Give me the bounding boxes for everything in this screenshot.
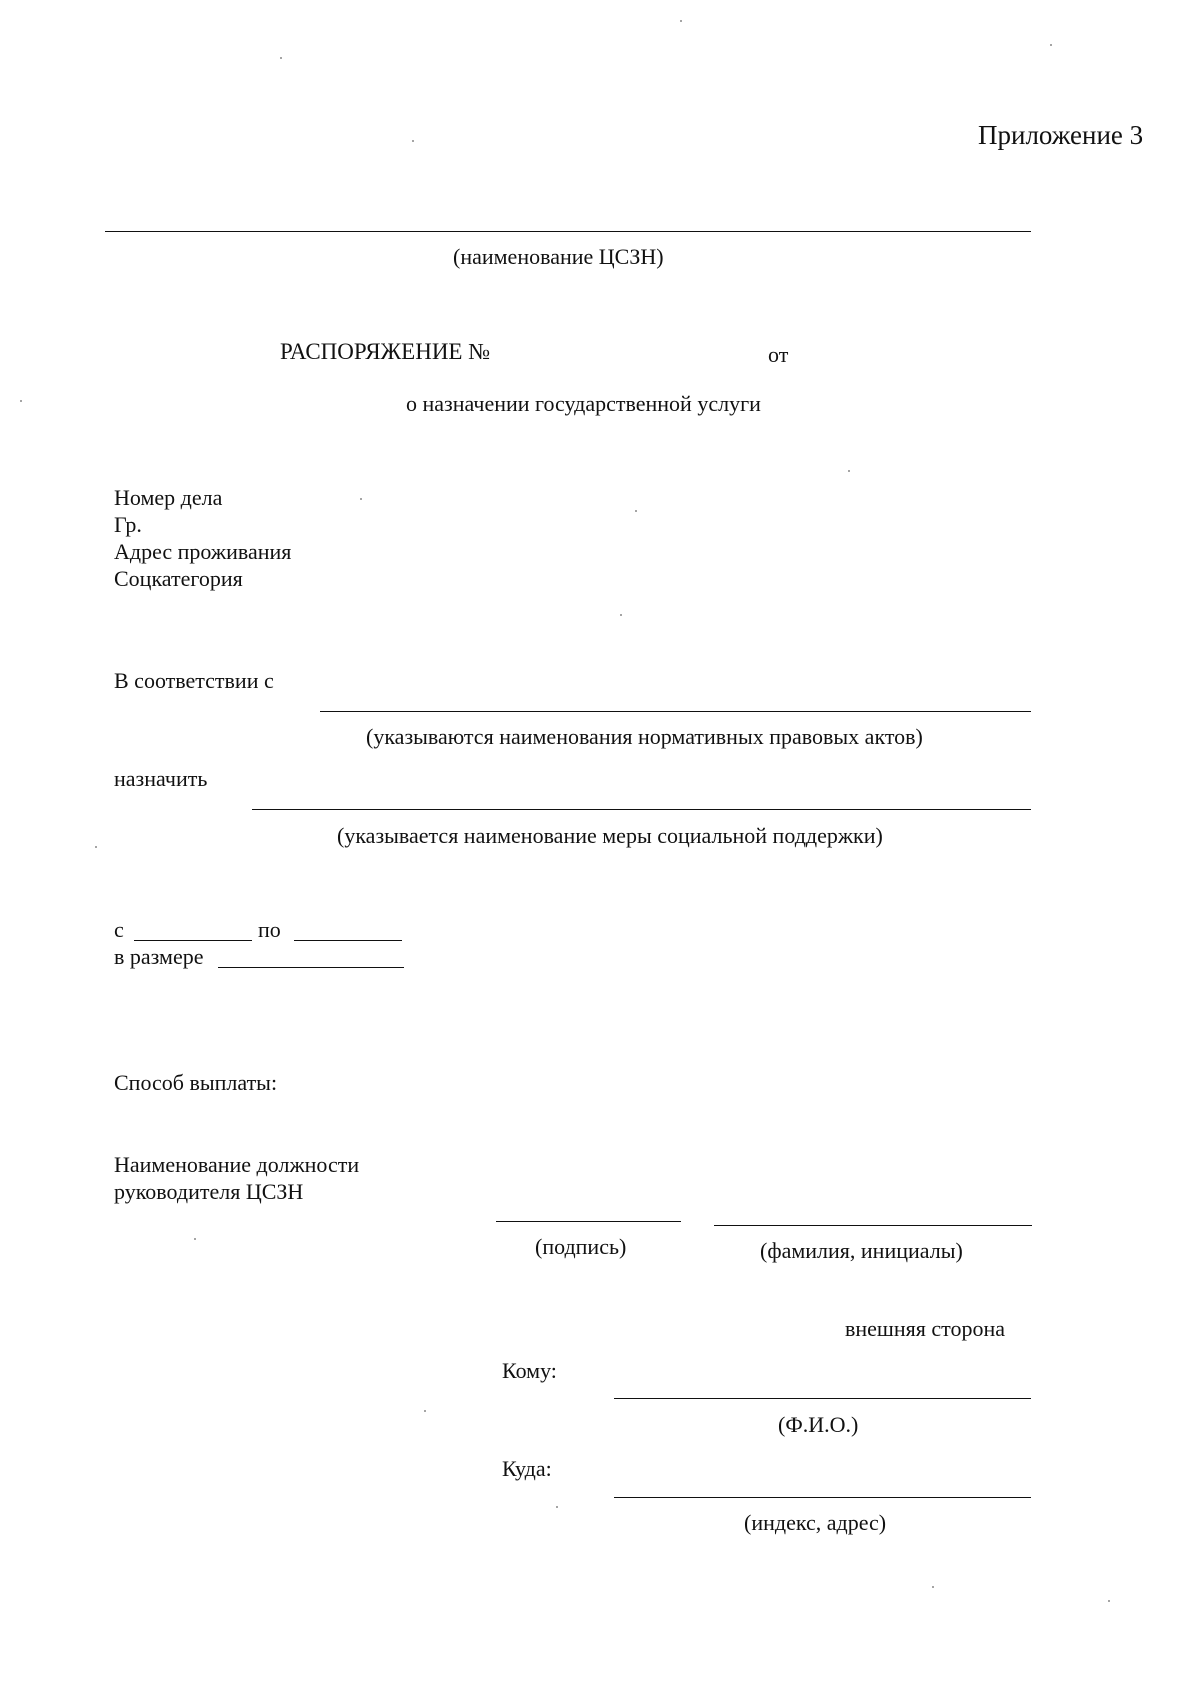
period-from-line (134, 940, 252, 941)
envelope-side-label: внешняя сторона (845, 1316, 1006, 1341)
scan-speck (680, 20, 682, 22)
amount-line (218, 967, 404, 968)
appendix-label: Приложение 3 (978, 120, 1144, 150)
assign-label: назначить (114, 766, 208, 791)
envelope-to-caption: (Ф.И.О.) (778, 1412, 859, 1437)
signatory-position-line2: руководителя ЦСЗН (114, 1179, 304, 1204)
social-category-label: Соцкатегория (114, 566, 243, 591)
scan-speck (635, 510, 637, 512)
scan-speck (1108, 1600, 1110, 1602)
envelope-where-label: Куда: (502, 1456, 552, 1481)
payment-method-label: Способ выплаты: (114, 1070, 278, 1095)
scan-speck (194, 1238, 196, 1240)
scan-speck (848, 470, 850, 472)
basis-caption: (указываются наименования нормативных правовых актов) (366, 724, 923, 749)
signature-caption: (подпись) (535, 1234, 627, 1259)
scan-speck (95, 846, 97, 848)
citizen-label: Гр. (114, 512, 142, 537)
org-name-caption: (наименование ЦСЗН) (453, 244, 664, 269)
order-title: РАСПОРЯЖЕНИЕ № (280, 339, 491, 364)
order-subject: о назначении государственной услуги (406, 391, 761, 416)
envelope-where-caption: (индекс, адрес) (744, 1510, 887, 1535)
envelope-to-label: Кому: (502, 1358, 557, 1383)
signatory-position-line1: Наименование должности (114, 1152, 360, 1177)
assign-line (252, 809, 1031, 810)
scan-speck (280, 57, 282, 59)
scan-speck (556, 1506, 558, 1508)
signatory-position (114, 1151, 359, 1205)
period-to-label: по (258, 917, 281, 942)
case-number-label: Номер дела (114, 485, 223, 510)
scan-speck (424, 1410, 426, 1412)
signature-line (496, 1221, 681, 1222)
scan-speck (620, 614, 622, 616)
scan-speck (1050, 44, 1052, 46)
scan-speck (412, 140, 414, 142)
case-fields (114, 484, 291, 592)
envelope-where-line (614, 1497, 1031, 1498)
address-label: Адрес проживания (114, 539, 292, 564)
name-line (714, 1225, 1032, 1226)
assign-caption: (указывается наименование меры социальной поддержки) (337, 823, 883, 848)
envelope-to-line (614, 1398, 1031, 1399)
period-to-line (294, 940, 402, 941)
name-caption: (фамилия, инициалы) (760, 1238, 963, 1263)
scan-speck (360, 498, 362, 500)
order-date-label: от (768, 342, 789, 367)
scan-speck (932, 1586, 934, 1588)
period-from-label: с (114, 917, 124, 942)
scan-speck (20, 400, 22, 402)
basis-line (320, 711, 1031, 712)
basis-label: В соответствии с (114, 668, 274, 693)
amount-label: в размере (114, 944, 204, 969)
org-name-line (105, 231, 1031, 232)
